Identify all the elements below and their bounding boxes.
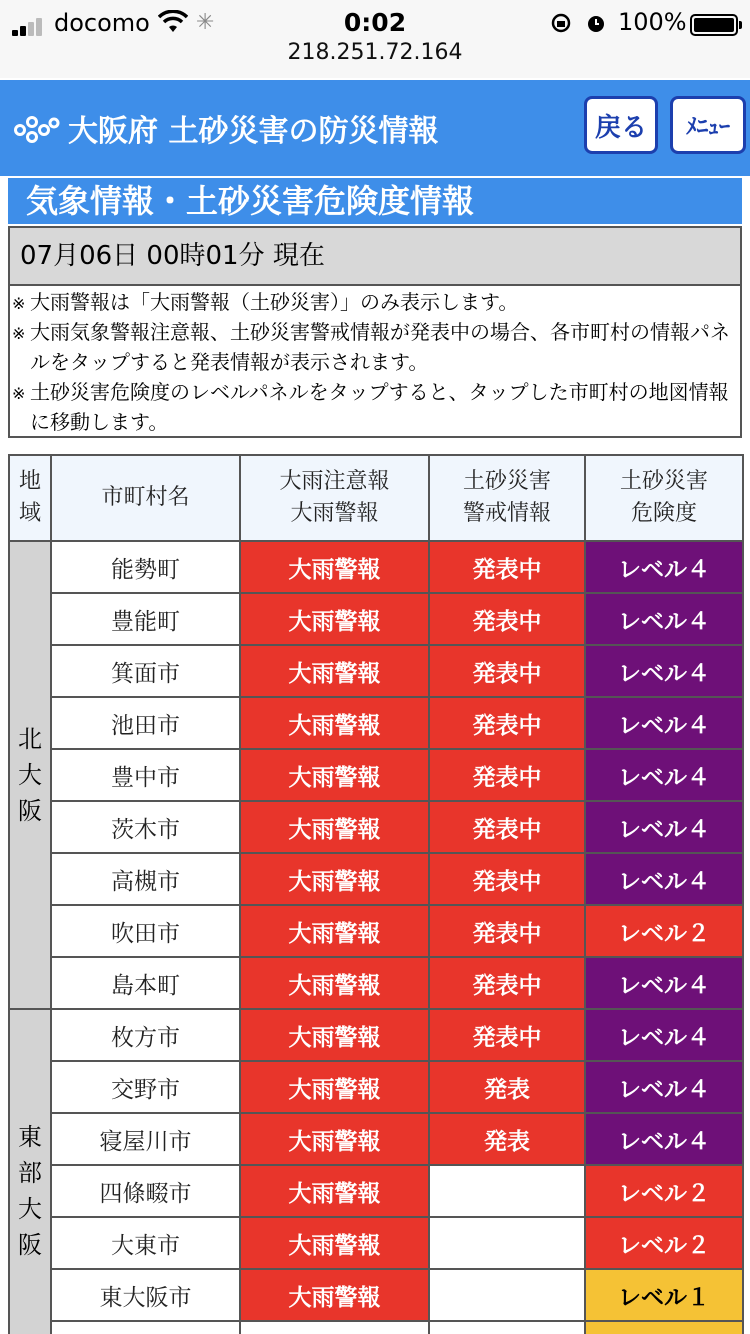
table-row	[9, 905, 743, 957]
table-row	[9, 1269, 743, 1321]
risk-level-panel[interactable]: レベル４	[585, 801, 743, 853]
landslide-alert-panel[interactable]: 発表	[429, 1113, 585, 1165]
city-name: 交野市	[51, 1061, 240, 1113]
landslide-alert-panel[interactable]: 発表	[429, 1061, 585, 1113]
landslide-alert-panel[interactable]: 発表中	[429, 801, 585, 853]
landslide-alert-panel[interactable]: 発表中	[429, 645, 585, 697]
landslide-alert-panel	[429, 1321, 585, 1334]
risk-level-panel[interactable]: レベル４	[585, 1061, 743, 1113]
city-name: 四條畷市	[51, 1165, 240, 1217]
region-cell: 東 部 大 阪	[9, 1009, 51, 1334]
header-city: 市町村名	[51, 455, 240, 541]
header-landslide-risk: 土砂災害 危険度	[585, 455, 743, 541]
city-name: 大東市	[51, 1217, 240, 1269]
note-item: ※ 土砂災害危険度のレベルパネルをタップすると、タップした市町村の地図情報に移動します。	[12, 380, 729, 434]
risk-level-panel[interactable]: レベル４	[585, 853, 743, 905]
notes-box	[8, 286, 742, 438]
table-row	[9, 1061, 743, 1113]
risk-level-panel[interactable]: レベル４	[585, 697, 743, 749]
city-name: 豊能町	[51, 593, 240, 645]
table-row	[9, 645, 743, 697]
table-header-row	[9, 455, 743, 541]
rain-warning-panel[interactable]: 大雨警報	[240, 853, 429, 905]
rain-warning-panel[interactable]: 大雨警報	[240, 905, 429, 957]
risk-level-panel[interactable]: レベル４	[585, 645, 743, 697]
table-row	[9, 749, 743, 801]
city-name: 寝屋川市	[51, 1113, 240, 1165]
site-title: 大阪府 土砂災害の防災情報	[68, 114, 439, 149]
rain-warning-panel[interactable]: 大雨警報	[240, 593, 429, 645]
city-name: 高槻市	[51, 853, 240, 905]
landslide-alert-panel	[429, 1165, 585, 1217]
landslide-alert-panel[interactable]: 発表中	[429, 697, 585, 749]
table-row	[9, 593, 743, 645]
header-landslide-alert: 土砂災害 警戒情報	[429, 455, 585, 541]
note-item: ※ 大雨気象警報注意報、土砂災害警戒情報が発表中の場合、各市町村の情報パネルをタップすると発表情報が表示されます。	[12, 320, 730, 374]
risk-level-panel[interactable]: レベル２	[585, 1165, 743, 1217]
city-name: 島本町	[51, 957, 240, 1009]
landslide-alert-panel[interactable]: 発表中	[429, 1009, 585, 1061]
table-row	[9, 1113, 743, 1165]
landslide-alert-panel[interactable]: 発表中	[429, 957, 585, 1009]
risk-level-panel[interactable]: レベル２	[585, 905, 743, 957]
clock: 0:02	[343, 8, 407, 37]
city-name: 池田市	[51, 697, 240, 749]
update-datetime: 07月06日 00時01分 現在	[8, 226, 742, 286]
table-row	[9, 853, 743, 905]
table-row	[9, 697, 743, 749]
rain-warning-panel[interactable]: 大雨警報	[240, 541, 429, 593]
risk-level-panel[interactable]: レベル４	[585, 957, 743, 1009]
rain-warning-panel[interactable]: 大雨警報	[240, 957, 429, 1009]
table-row	[9, 801, 743, 853]
rain-warning-panel[interactable]: 大雨警報	[240, 801, 429, 853]
back-button[interactable]: 戻る	[584, 96, 658, 154]
city-name: 能勢町	[51, 541, 240, 593]
city-name: 箕面市	[51, 645, 240, 697]
section-title: 気象情報・土砂災害危険度情報	[8, 178, 742, 224]
city-name: 茨木市	[51, 801, 240, 853]
rain-warning-panel[interactable]: 大雨警報	[240, 1165, 429, 1217]
alarm-icon	[585, 12, 607, 34]
city-name: 吹田市	[51, 905, 240, 957]
rain-warning-panel[interactable]: 大雨警報	[240, 645, 429, 697]
city-name: 豊中市	[51, 749, 240, 801]
landslide-alert-panel	[429, 1269, 585, 1321]
header-region: 地域	[9, 455, 51, 541]
table-row	[9, 1165, 743, 1217]
battery-percent: 100%	[618, 8, 687, 36]
risk-level-panel[interactable]	[585, 1321, 743, 1334]
city-name: 枚方市	[51, 1009, 240, 1061]
landslide-alert-panel[interactable]: 発表中	[429, 905, 585, 957]
rain-warning-panel[interactable]: 大雨警報	[240, 1113, 429, 1165]
rain-warning-panel[interactable]: 大雨警報	[240, 1217, 429, 1269]
rain-warning-panel	[240, 1321, 429, 1334]
risk-level-panel[interactable]: レベル４	[585, 1009, 743, 1061]
loading-spinner-icon: ✳	[196, 10, 215, 35]
battery-icon	[690, 14, 738, 36]
region-cell: 北 大 阪	[9, 541, 51, 1009]
city-name	[51, 1321, 240, 1334]
rain-warning-panel[interactable]: 大雨警報	[240, 1061, 429, 1113]
rotation-lock-icon	[550, 12, 572, 34]
menu-button[interactable]: ﾒﾆｭｰ	[670, 96, 746, 154]
status-bar	[0, 0, 750, 78]
rain-warning-panel[interactable]: 大雨警報	[240, 1269, 429, 1321]
disaster-info-table	[8, 454, 742, 1334]
risk-level-panel[interactable]: レベル１	[585, 1269, 743, 1321]
landslide-alert-panel[interactable]: 発表中	[429, 541, 585, 593]
landslide-alert-panel	[429, 1217, 585, 1269]
table-row	[9, 541, 743, 593]
landslide-alert-panel[interactable]: 発表中	[429, 593, 585, 645]
risk-level-panel[interactable]: レベル４	[585, 593, 743, 645]
address-bar-url[interactable]: 218.251.72.164	[287, 40, 463, 65]
table-row	[9, 957, 743, 1009]
site-header	[0, 80, 750, 176]
risk-level-panel[interactable]: レベル４	[585, 749, 743, 801]
table-row	[9, 1321, 743, 1334]
note-item: ※ 大雨警報は「大雨警報（土砂災害）」のみ表示します。	[12, 290, 519, 314]
table-row	[9, 1009, 743, 1061]
landslide-alert-panel[interactable]: 発表中	[429, 749, 585, 801]
table-row	[9, 1217, 743, 1269]
city-name: 東大阪市	[51, 1269, 240, 1321]
risk-level-panel[interactable]: レベル２	[585, 1217, 743, 1269]
landslide-alert-panel[interactable]: 発表中	[429, 853, 585, 905]
risk-level-panel[interactable]: レベル４	[585, 541, 743, 593]
rain-warning-panel[interactable]: 大雨警報	[240, 1009, 429, 1061]
header-rain-warning: 大雨注意報 大雨警報	[240, 455, 429, 541]
carrier-name: docomo	[54, 9, 150, 37]
risk-level-panel[interactable]: レベル４	[585, 1113, 743, 1165]
rain-warning-panel[interactable]: 大雨警報	[240, 697, 429, 749]
osaka-prefecture-logo-icon	[12, 110, 60, 146]
rain-warning-panel[interactable]: 大雨警報	[240, 749, 429, 801]
